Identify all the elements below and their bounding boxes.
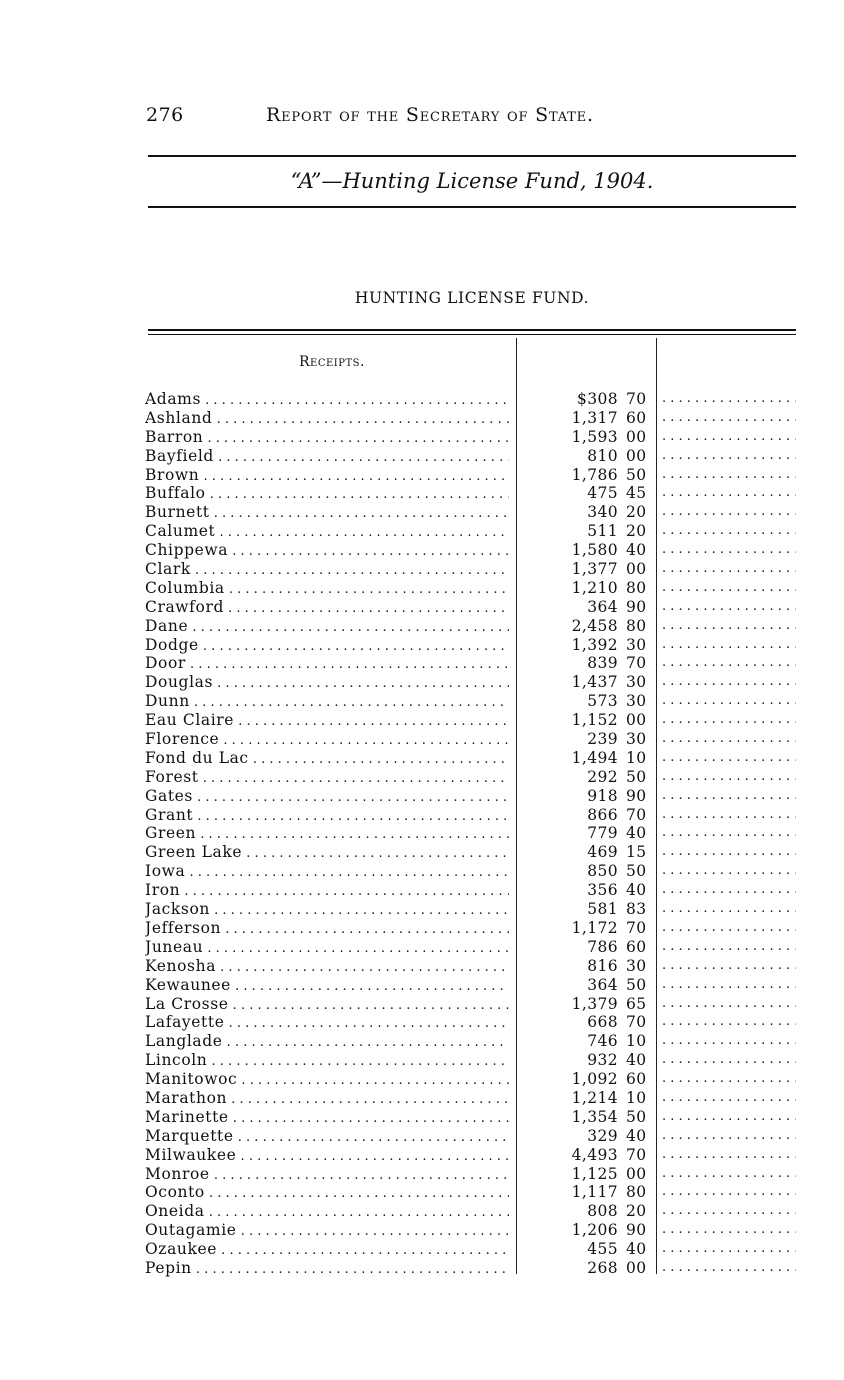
- empty-column-leader: [662, 1089, 796, 1108]
- empty-column-leader: [662, 617, 796, 636]
- amount-cents: 00: [626, 1258, 647, 1277]
- county-name: [145, 484, 509, 505]
- amount-cents: 80: [626, 616, 647, 635]
- county-label: Monroe: [145, 1164, 210, 1183]
- amount-cents: 00: [626, 427, 647, 446]
- amount-dollars: 340: [587, 503, 618, 522]
- table-row: [0, 654, 844, 673]
- county-name: [145, 654, 509, 675]
- table-row: [0, 447, 844, 466]
- table-row: [0, 806, 844, 825]
- county-name: [145, 1240, 509, 1261]
- amount-cents: 40: [626, 1126, 647, 1145]
- empty-column-leader: [662, 1221, 796, 1240]
- empty-column-leader: [662, 692, 796, 711]
- amount-dollars: 1,317: [571, 408, 618, 427]
- county-label: Juneau: [145, 937, 204, 956]
- table-row: [0, 749, 844, 768]
- table-row: [0, 1259, 844, 1278]
- empty-column-leader: [662, 1051, 796, 1070]
- amount-dollars: 918: [587, 786, 618, 805]
- amount-cents: 50: [626, 1107, 647, 1126]
- amount-cents: 20: [626, 522, 647, 541]
- county-name: [145, 976, 509, 997]
- amount-dollars: 1,172: [571, 918, 618, 937]
- county-name: [145, 957, 509, 978]
- amount-cents: 90: [626, 1221, 647, 1240]
- empty-column-leader: [662, 976, 796, 995]
- amount-cents: 60: [626, 937, 647, 956]
- county-label: Adams: [145, 390, 202, 408]
- county-name: [145, 881, 509, 902]
- amount-dollars: 364: [587, 975, 618, 994]
- county-label: Dunn: [145, 692, 190, 711]
- county-name: [145, 749, 509, 770]
- amount-dollars: 866: [587, 805, 618, 824]
- county-name: [145, 995, 509, 1016]
- amount-dollars: 1,092: [571, 1070, 618, 1089]
- empty-column-leader: [662, 919, 796, 938]
- table-row: [0, 1032, 844, 1051]
- amount-dollars: 1,580: [571, 541, 618, 560]
- empty-column-leader: [662, 806, 796, 825]
- table-row: [0, 711, 844, 730]
- county-name: [145, 409, 509, 430]
- county-label: Ashland: [145, 408, 213, 427]
- county-name: [145, 522, 509, 543]
- amount-dollars: 850: [587, 862, 618, 881]
- amount-dollars: 1,214: [571, 1088, 618, 1107]
- amount-dollars: 746: [587, 1032, 618, 1051]
- county-name: [145, 636, 509, 657]
- county-label: Columbia: [145, 578, 225, 597]
- county-name: [145, 560, 509, 581]
- amount-cents: 40: [626, 1240, 647, 1259]
- amount-dollars: 932: [587, 1051, 618, 1070]
- amount-cents: 80: [626, 578, 647, 597]
- county-label: Burnett: [145, 503, 210, 522]
- amount-dollars: 1,206: [571, 1221, 618, 1240]
- table-row: [0, 1108, 844, 1127]
- empty-column-leader: [662, 484, 796, 503]
- county-label: Lafayette: [145, 1013, 225, 1032]
- county-name: [145, 1202, 509, 1223]
- empty-column-leader: [662, 900, 796, 919]
- county-name: [145, 579, 509, 600]
- amount-cents: 60: [626, 1070, 647, 1089]
- county-label: Iron: [145, 881, 181, 900]
- amount-cents: 70: [626, 805, 647, 824]
- empty-column-leader: [662, 881, 796, 900]
- empty-column-leader: [662, 579, 796, 598]
- amount-cents: 40: [626, 824, 647, 843]
- empty-column-leader: [662, 957, 796, 976]
- amount-dollars: 573: [587, 692, 618, 711]
- empty-column-leader: [662, 768, 796, 787]
- county-name: [145, 806, 509, 827]
- county-name: [145, 1259, 509, 1280]
- amount-cents: 90: [626, 786, 647, 805]
- county-name: [145, 1183, 509, 1204]
- amount-cents: 60: [626, 408, 647, 427]
- amount-dollars: 1,125: [571, 1164, 618, 1183]
- empty-column-leader: [662, 1259, 796, 1278]
- table-row: [0, 1051, 844, 1070]
- amount-dollars: 1,210: [571, 578, 618, 597]
- amount-cents: 70: [626, 918, 647, 937]
- amount-cents: 40: [626, 881, 647, 900]
- amount-dollars: 786: [587, 937, 618, 956]
- empty-column-leader: [662, 1202, 796, 1221]
- county-label: Marquette: [145, 1126, 234, 1145]
- amount-dollars: 469: [587, 843, 618, 862]
- amount-cents: 65: [626, 994, 647, 1013]
- county-label: Oneida: [145, 1202, 205, 1221]
- table-row: [0, 843, 844, 862]
- county-name: [145, 1165, 509, 1186]
- empty-column-leader: [662, 1240, 796, 1259]
- amount-cents: 20: [626, 1202, 647, 1221]
- amount-cents: 70: [626, 1013, 647, 1032]
- amount-cents: 30: [626, 730, 647, 749]
- amount-cents: 83: [626, 900, 647, 919]
- amount-dollars: 2,458: [571, 616, 618, 635]
- empty-column-leader: [662, 1032, 796, 1051]
- table-row: [0, 617, 844, 636]
- county-name: [145, 598, 509, 619]
- county-name: [145, 692, 509, 713]
- amount-dollars: 1,392: [571, 635, 618, 654]
- empty-column-leader: [662, 995, 796, 1014]
- table-row: [0, 1183, 844, 1202]
- county-name: [145, 938, 509, 959]
- receipts-heading: Receipts.: [299, 354, 365, 370]
- empty-column-leader: [662, 749, 796, 768]
- empty-column-leader: [662, 598, 796, 617]
- county-label: Outagamie: [145, 1221, 237, 1240]
- amount-dollars: 511: [587, 522, 618, 541]
- empty-column-leader: [662, 1127, 796, 1146]
- amount-dollars: 1,379: [571, 994, 618, 1013]
- table-row: [0, 579, 844, 598]
- title-rule: [148, 206, 796, 208]
- table-row: [0, 1221, 844, 1240]
- county-label: Barron: [145, 427, 204, 446]
- amount-dollars: 292: [587, 767, 618, 786]
- amount-dollars: 808: [587, 1202, 618, 1221]
- county-name: [145, 466, 509, 487]
- empty-column-leader: [662, 636, 796, 655]
- amount-cents: 50: [626, 862, 647, 881]
- county-label: La Crosse: [145, 994, 229, 1013]
- amount-dollars: 839: [587, 654, 618, 673]
- empty-column-leader: [662, 824, 796, 843]
- amount-dollars: 1,152: [571, 711, 618, 730]
- table-row: [0, 428, 844, 447]
- county-label: Langlade: [145, 1032, 223, 1051]
- county-label: Brown: [145, 465, 200, 484]
- amount-cents: 00: [626, 560, 647, 579]
- empty-column-leader: [662, 1165, 796, 1184]
- county-name: [145, 1089, 509, 1110]
- amount-cents: 10: [626, 748, 647, 767]
- amount-cents: 90: [626, 597, 647, 616]
- county-name: [145, 428, 509, 449]
- county-label: Grant: [145, 805, 194, 824]
- county-name: [145, 1051, 509, 1072]
- amount-dollars: 356: [587, 881, 618, 900]
- amount-cents: 00: [626, 711, 647, 730]
- county-label: Marathon: [145, 1088, 228, 1107]
- empty-column-leader: [662, 1108, 796, 1127]
- county-name: [145, 1221, 509, 1242]
- table-row: [0, 919, 844, 938]
- table-row: [0, 560, 844, 579]
- empty-column-leader: [662, 447, 796, 466]
- county-label: Green: [145, 824, 197, 843]
- county-name: [145, 824, 509, 845]
- county-name: [145, 843, 509, 864]
- empty-column-leader: [662, 730, 796, 749]
- empty-column-leader: [662, 560, 796, 579]
- amount-cents: 70: [626, 654, 647, 673]
- amount-cents: 20: [626, 503, 647, 522]
- county-name: [145, 1070, 509, 1091]
- table-row: [0, 1165, 844, 1184]
- county-label: Pepin: [145, 1258, 192, 1277]
- empty-column-leader: [662, 938, 796, 957]
- amount-dollars: 816: [587, 956, 618, 975]
- empty-column-leader: [662, 673, 796, 692]
- table-row: [0, 1089, 844, 1108]
- county-label: Marinette: [145, 1107, 229, 1126]
- amount-cents: 80: [626, 1183, 647, 1202]
- county-label: Kewaunee: [145, 975, 231, 994]
- county-label: Buffalo: [145, 484, 206, 503]
- county-name: [145, 617, 509, 638]
- amount-cents: 50: [626, 465, 647, 484]
- county-name: [145, 862, 509, 883]
- table-row: [0, 976, 844, 995]
- table-row: [0, 692, 844, 711]
- empty-column-leader: [662, 503, 796, 522]
- table-row: [0, 1013, 844, 1032]
- empty-column-leader: [662, 409, 796, 428]
- empty-column-leader: [662, 1146, 796, 1165]
- county-label: Calumet: [145, 522, 216, 541]
- amount-dollars: 1,494: [571, 748, 618, 767]
- county-label: Dodge: [145, 635, 199, 654]
- amount-cents: 70: [626, 1145, 647, 1164]
- county-name: [145, 900, 509, 921]
- amount-dollars: 1,377: [571, 560, 618, 579]
- empty-column-leader: [662, 843, 796, 862]
- county-name: [145, 447, 509, 468]
- receipts-table: [0, 390, 844, 1278]
- amount-cents: 30: [626, 635, 647, 654]
- amount-cents: 15: [626, 843, 647, 862]
- amount-cents: 10: [626, 1088, 647, 1107]
- amount-dollars: 364: [587, 597, 618, 616]
- county-label: Crawford: [145, 597, 224, 616]
- county-name: [145, 768, 509, 789]
- table-row: [0, 1070, 844, 1089]
- amount-cents: 50: [626, 767, 647, 786]
- table-row: [0, 862, 844, 881]
- empty-column-leader: [662, 1183, 796, 1202]
- amount-cents: 40: [626, 541, 647, 560]
- amount-cents: 50: [626, 975, 647, 994]
- table-row: [0, 598, 844, 617]
- county-label: Dane: [145, 616, 189, 635]
- fund-title: “A”—Hunting License Fund, 1904.: [290, 169, 654, 193]
- county-name: [145, 730, 509, 751]
- county-label: Fond du Lac: [145, 748, 249, 767]
- table-row: [0, 484, 844, 503]
- amount-dollars: 779: [587, 824, 618, 843]
- amount-cents: 70: [626, 390, 647, 408]
- table-row: [0, 1146, 844, 1165]
- amount-dollars: 239: [587, 730, 618, 749]
- county-name: [145, 1146, 509, 1167]
- amount-dollars: 581: [587, 900, 618, 919]
- county-name: [145, 1127, 509, 1148]
- empty-column-leader: [662, 466, 796, 485]
- county-label: Florence: [145, 730, 220, 749]
- amount-dollars: 1,354: [571, 1107, 618, 1126]
- table-row: [0, 673, 844, 692]
- empty-column-leader: [662, 1013, 796, 1032]
- county-label: Gates: [145, 786, 193, 805]
- empty-column-leader: [662, 541, 796, 560]
- county-name: [145, 673, 509, 694]
- county-name: [145, 541, 509, 562]
- table-row: [0, 768, 844, 787]
- amount-cents: 45: [626, 484, 647, 503]
- amount-dollars: 4,493: [571, 1145, 618, 1164]
- table-top-rule-thick: [148, 329, 796, 331]
- empty-column-leader: [662, 522, 796, 541]
- county-label: Kenosha: [145, 956, 217, 975]
- county-label: Jackson: [145, 900, 210, 919]
- amount-cents: 40: [626, 1051, 647, 1070]
- amount-dollars: 810: [587, 446, 618, 465]
- amount-dollars: 1,786: [571, 465, 618, 484]
- county-name: [145, 390, 509, 411]
- county-label: Chippewa: [145, 541, 229, 560]
- table-row: [0, 1127, 844, 1146]
- county-name: [145, 1032, 509, 1053]
- table-row: [0, 1240, 844, 1259]
- county-label: Jefferson: [145, 918, 222, 937]
- table-row: [0, 824, 844, 843]
- empty-column-leader: [662, 1070, 796, 1089]
- county-name: [145, 1013, 509, 1034]
- county-name: [145, 503, 509, 524]
- table-row: [0, 390, 844, 409]
- amount-dollars: $308: [576, 390, 618, 408]
- empty-column-leader: [662, 711, 796, 730]
- county-label: Door: [145, 654, 186, 673]
- table-top-rule-thin: [148, 334, 796, 335]
- county-label: Forest: [145, 767, 199, 786]
- amount-cents: 30: [626, 692, 647, 711]
- county-label: Clark: [145, 560, 191, 579]
- table-row: [0, 636, 844, 655]
- county-label: Oconto: [145, 1183, 205, 1202]
- amount-dollars: 1,593: [571, 427, 618, 446]
- county-label: Lincoln: [145, 1051, 208, 1070]
- amount-dollars: 668: [587, 1013, 618, 1032]
- county-label: Douglas: [145, 673, 214, 692]
- table-row: [0, 881, 844, 900]
- running-head: Report of the Secretary of State.: [266, 104, 594, 126]
- table-row: [0, 503, 844, 522]
- table-row: [0, 541, 844, 560]
- county-label: Bayfield: [145, 446, 214, 465]
- county-label: Milwaukee: [145, 1145, 237, 1164]
- amount-dollars: 1,117: [571, 1183, 618, 1202]
- empty-column-leader: [662, 787, 796, 806]
- amount-dollars: 1,437: [571, 673, 618, 692]
- county-label: Iowa: [145, 862, 186, 881]
- table-row: [0, 938, 844, 957]
- empty-column-leader: [662, 390, 796, 409]
- section-heading: HUNTING LICENSE FUND.: [354, 289, 590, 307]
- amount-cents: 00: [626, 1164, 647, 1183]
- county-name: [145, 787, 509, 808]
- amount-cents: 30: [626, 956, 647, 975]
- table-row: [0, 466, 844, 485]
- empty-column-leader: [662, 428, 796, 447]
- amount-cents: 10: [626, 1032, 647, 1051]
- amount-dollars: 268: [587, 1258, 618, 1277]
- county-label: Green Lake: [145, 843, 243, 862]
- amount-dollars: 475: [587, 484, 618, 503]
- county-name: [145, 1108, 509, 1129]
- county-name: [145, 919, 509, 940]
- table-row: [0, 995, 844, 1014]
- empty-column-leader: [662, 862, 796, 881]
- table-row: [0, 730, 844, 749]
- county-label: Eau Claire: [145, 711, 235, 730]
- amount-cents: 30: [626, 673, 647, 692]
- table-row: [0, 787, 844, 806]
- county-label: Ozaukee: [145, 1240, 218, 1259]
- amount-cents: 00: [626, 446, 647, 465]
- amount-dollars: 329: [587, 1126, 618, 1145]
- empty-column-leader: [662, 654, 796, 673]
- table-row: [0, 900, 844, 919]
- county-name: [145, 711, 509, 732]
- table-row: [0, 409, 844, 428]
- table-row: [0, 522, 844, 541]
- top-rule: [148, 155, 796, 157]
- page-number: 276: [146, 104, 184, 126]
- table-row: [0, 1202, 844, 1221]
- table-row: [0, 957, 844, 976]
- amount-dollars: 455: [587, 1240, 618, 1259]
- county-label: Manitowoc: [145, 1070, 238, 1089]
